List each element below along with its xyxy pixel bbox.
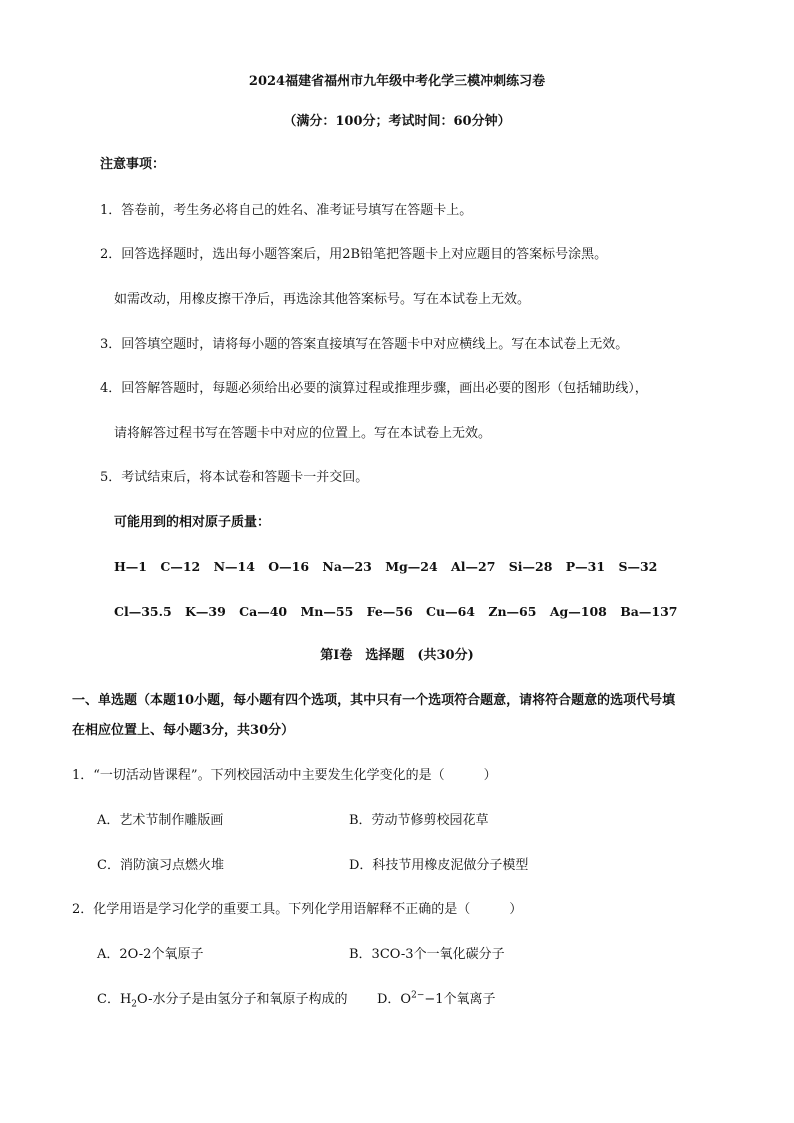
question-1-option-b: B．劳动节修剪校园花草 bbox=[349, 813, 489, 828]
notice-item: 如需改动，用橡皮擦干净后，再选涂其他答案标号。写在本试卷上无效。 bbox=[114, 292, 531, 307]
section-title: 第Ⅰ卷 选择题 (共30分) bbox=[320, 648, 474, 663]
notice-item: 请将解答过程书写在答题卡中对应的位置上。写在本试卷上无效。 bbox=[114, 426, 492, 441]
question-2-option-c bbox=[97, 991, 348, 1009]
atomic-mass-item: Mn—55 bbox=[300, 604, 354, 619]
notice-item: 2．回答选择题时，选出每小题答案后，用2B铅笔把答题卡上对应题目的答案标号涂黑。 bbox=[100, 247, 608, 262]
section-instruction: 在相应位置上、每小题3分，共30分） bbox=[72, 723, 295, 738]
superscript: 2− bbox=[411, 990, 425, 1001]
question-1-option-c: C．消防演习点燃火堆 bbox=[97, 858, 224, 873]
atomic-mass-item: O—16 bbox=[268, 559, 310, 574]
atomic-mass-row-1 bbox=[114, 558, 666, 576]
atomic-mass-item: P—31 bbox=[565, 559, 606, 574]
atomic-mass-item: C—12 bbox=[160, 559, 201, 574]
atomic-mass-heading: 可能用到的相对原子质量： bbox=[114, 515, 271, 530]
exam-title: 2024福建省福州市九年级中考化学三模冲刺练习卷 bbox=[248, 74, 546, 89]
question-2-option-a: A．2O-2个氧原子 bbox=[97, 947, 204, 962]
atomic-mass-item: Si—28 bbox=[508, 559, 553, 574]
atomic-mass-row-2 bbox=[114, 603, 686, 621]
notice-item: 1．答卷前，考生务必将自己的姓名、准考证号填写在答题卡上。 bbox=[100, 203, 473, 218]
atomic-mass-item: N—14 bbox=[213, 559, 255, 574]
question-1-stem: 1．“一切活动皆课程”。下列校园活动中主要发生化学变化的是（ ） bbox=[72, 768, 497, 783]
option-c-pre: C．H bbox=[97, 992, 132, 1007]
question-2-option-d bbox=[377, 991, 496, 1009]
atomic-mass-item: Cu—64 bbox=[426, 604, 475, 619]
option-c-post: O-水分子是由氢分子和氧原子构成的 bbox=[137, 992, 348, 1007]
option-d-pre: D．O bbox=[377, 992, 412, 1007]
notice-item: 4．回答解答题时，每题必须给出必要的演算过程或推理步骤，画出必要的图形（包括辅助线）， bbox=[100, 381, 648, 396]
atomic-mass-item: Ba—137 bbox=[620, 604, 678, 619]
option-d-post: −1个氧离子 bbox=[424, 992, 496, 1007]
notice-heading: 注意事项： bbox=[100, 157, 166, 172]
notice-item: 3．回答填空题时，请将每小题的答案直接填写在答题卡中对应横线上。写在本试卷上无效。 bbox=[100, 337, 629, 352]
exam-subtitle: （满分：100分；考试时间：60分钟） bbox=[283, 114, 511, 129]
atomic-mass-item: Fe—56 bbox=[366, 604, 413, 619]
atomic-mass-item: Na—23 bbox=[322, 559, 372, 574]
question-2-option-b: B．3CO-3个一氧化碳分子 bbox=[349, 947, 505, 962]
subscript: 2 bbox=[131, 999, 138, 1010]
atomic-mass-item: Zn—65 bbox=[488, 604, 537, 619]
atomic-mass-item: Ag—108 bbox=[549, 604, 607, 619]
question-1-option-d: D．科技节用橡皮泥做分子模型 bbox=[349, 858, 529, 873]
atomic-mass-item: Mg—24 bbox=[385, 559, 438, 574]
atomic-mass-item: H—1 bbox=[114, 559, 148, 574]
atomic-mass-item: Cl—35.5 bbox=[114, 604, 172, 619]
question-1-option-a: A．艺术节制作雕版画 bbox=[97, 813, 224, 828]
atomic-mass-item: S—32 bbox=[618, 559, 658, 574]
atomic-mass-item: Ca—40 bbox=[239, 604, 288, 619]
atomic-mass-item: K—39 bbox=[185, 604, 226, 619]
atomic-mass-item: Al—27 bbox=[451, 559, 496, 574]
section-instruction: 一、单选题（本题10小题，每小题有四个选项，其中只有一个选项符合题意，请将符合题意的选项代号填 bbox=[72, 693, 676, 708]
question-2-stem: 2．化学用语是学习化学的重要工具。下列化学用语解释不正确的是（ ） bbox=[72, 902, 523, 917]
notice-item: 5．考试结束后，将本试卷和答题卡一并交回。 bbox=[100, 470, 369, 485]
